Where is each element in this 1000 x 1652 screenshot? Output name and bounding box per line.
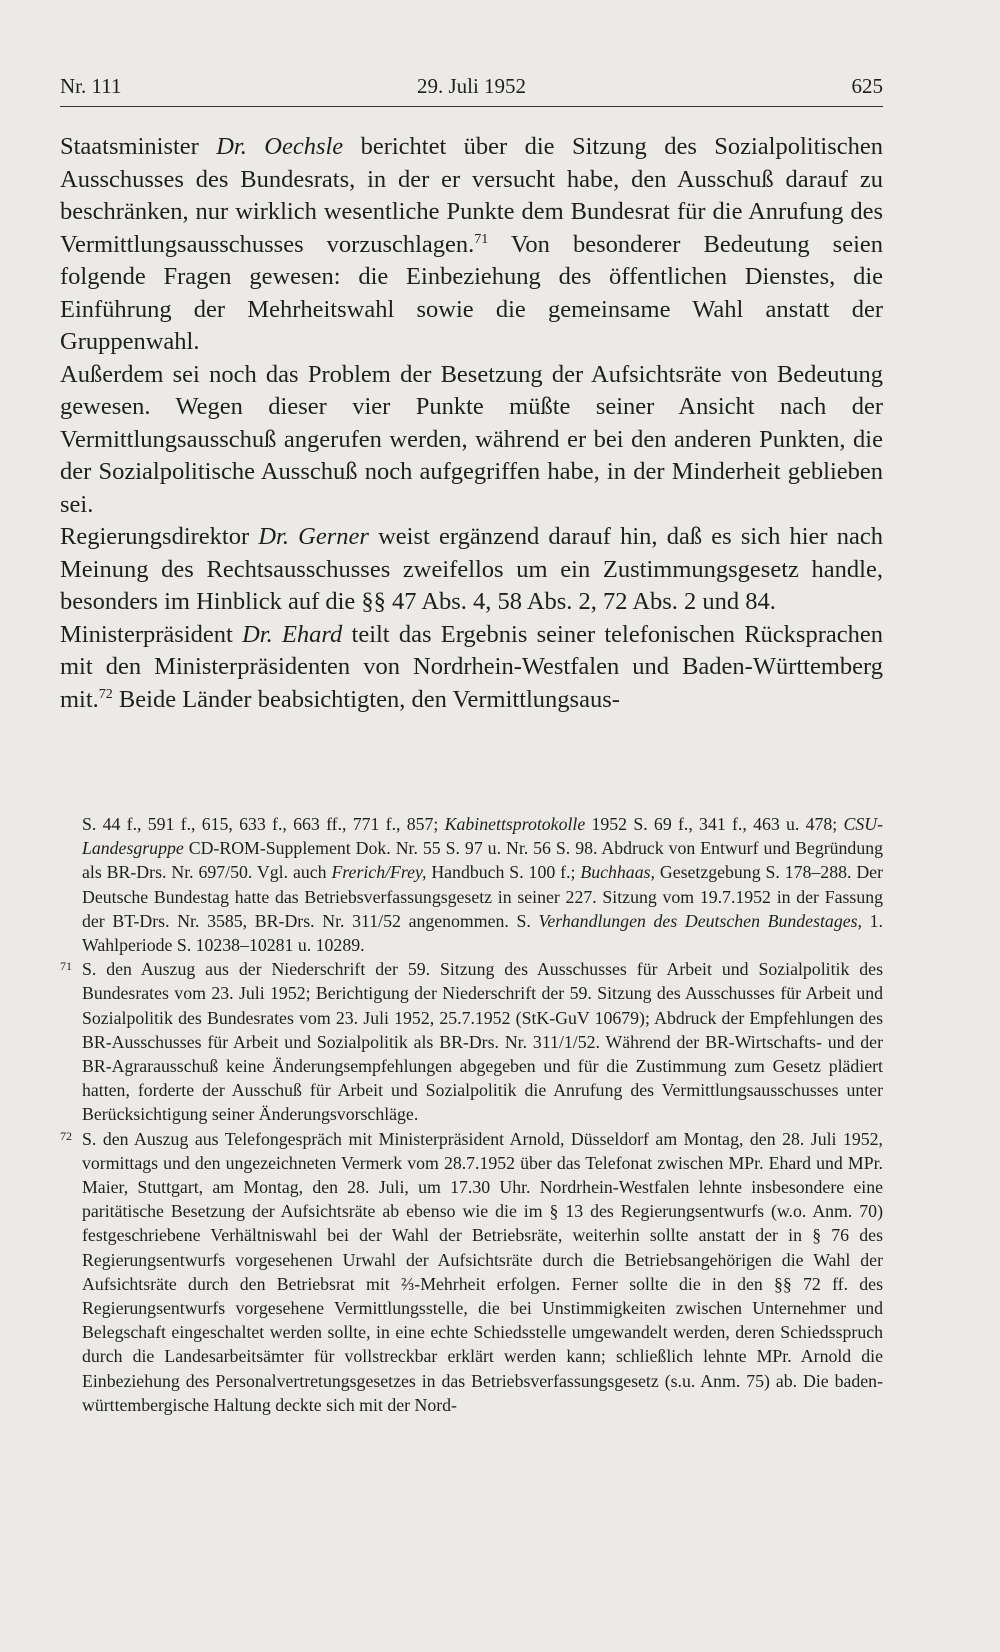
text-run: Beide Länder beabsichtigten, den Vermittlungsaus- xyxy=(112,685,620,713)
page-number: 625 xyxy=(851,74,883,98)
citation-title: Verhandlungen des Deutschen Bundestages, xyxy=(538,910,862,931)
footnote-text: S. den Auszug aus der Niederschrift der 59. Sitzung des Ausschusses für Arbeit und Sozialpolitik des Bundesrates vom 23. Juli 1952; Berichtigung der Niederschrift der 59. Sitzung des Ausschusses für Arbeit und Sozialpolitik des Bundesrates vom 23. Juli 1952, 25.7.1952 (StK-GuV 10679); Abdruck der Empfehlungen des BR-Ausschusses für Arbeit und Sozialpolitik als BR-Drs. Nr. 311/1/52. Während der BR-Wirtschafts- und der BR-Agrarausschuß keine Änderungsempfehlungen abgegeben und für die Zustimmung zum Gesetz plädiert hatten, forderte der Ausschuß für Arbeit und Sozialpolitik die Anrufung des Vermittlungsausschusses unter Berücksichtigung seiner Änderungsvorschläge. xyxy=(82,959,883,1125)
footnote-number: 72 xyxy=(60,1128,72,1143)
footnote-number: 71 xyxy=(60,959,72,974)
text-run: Gesetzgebung S. 178–288. Der Deutsche Bundestag hatte das Betriebsverfassungsgesetz in seiner 227. Sitzung vom 19.7.1952 in der Fassung der BT-Drs. Nr. 3585, BR-Drs. Nr. 311/52 angenommen. S. xyxy=(82,862,883,931)
text-run: 1. Wahlperiode S. 10238–10281 u. 10289. xyxy=(82,910,884,956)
footnote-ref: 72 xyxy=(98,686,113,702)
speaker-title: Dr. xyxy=(242,620,273,648)
footnote-71 xyxy=(60,957,883,1126)
text-run: weist ergänzend darauf hin, daß es sich hier nach Meinung des Rechtsausschusses zweifellos um ein Zustimmungsgesetz handle, besonders im Hinblick auf die §§ 47 Abs. 4, 58 Abs. 2, 72 Abs. 2 und 84. xyxy=(60,523,884,615)
speaker-title: Dr. xyxy=(258,523,289,550)
text-run: Von besonderer Bedeutung seien folgende Fragen gewesen: die Einbeziehung des öffentlichen Dienstes, die Einführung der Mehrheitswahl sowie die gemeinsame Wahl anstatt der Gruppenwahl. xyxy=(60,230,884,355)
footnote-continuation xyxy=(60,812,883,957)
citation-author: Buchhaas, xyxy=(580,862,655,883)
main-text xyxy=(60,131,883,716)
footnotes xyxy=(60,812,883,1417)
text-run: S. 44 f., 591 f., 615, 633 f., 663 ff., 771 f., 857; xyxy=(82,814,445,834)
footnote-text: S. den Auszug aus Telefongespräch mit Ministerpräsident Arnold, Düsseldorf am Montag, den 28. Juli 1952, vormittags und den ungezeichneten Vermerk vom 28.7.1952 über das Telefonat zwischen MPr. Ehard und MPr. Maier, Stuttgart, am Montag, den 28. Juli, um 17.30 Uhr. Nordrhein-Westfalen lehnte insbesondere eine paritätische Besetzung der Aufsichtsräte ab ebenso wie die im § 13 des Regierungsentwurfs (w.o. Anm. 70) festgeschriebene Verhältniswahl bei der Wahl der Betriebsräte, weiterhin sollte anstatt der in § 76 des Regierungsentwurfs vorgesehenen Urwahl der Aufsichtsräte durch die Betriebsangehörigen die Wahl der Aufsichtsräte durch den Betriebsrat mit ⅔-Mehrheit erfolgen. Ferner sollte die in den §§ 72 ff. des Regierungsentwurfs vorgesehene Vermittlungsstelle, die bei Unstimmigkeiten zwischen Unternehmer und Belegschaft eingeschaltet werden sollte, in eine echte Schiedsstelle umgewandelt werden, deren Schiedsspruch durch die Landesarbeitsämter für vollstreckbar erklärt werden kann; schließlich lehnte MPr. Arnold die Einbeziehung des Personalvertretungsgesetzes in das Betriebsverfassungsgesetz (s.u. Anm. 75) ab. Die baden-württembergische Haltung deckte sich mit der Nord- xyxy=(82,1128,883,1415)
citation-title: CSU-Landesgruppe xyxy=(82,814,883,859)
citation-author: Frerich/Frey, xyxy=(331,862,427,883)
footnote-72 xyxy=(60,1127,883,1417)
citation-title: Kabinettsprotokolle xyxy=(444,814,586,834)
text-run: teilt das Ergebnis seiner telefonischen Rücksprachen mit den Ministerpräsidenten von Nordrhein-Westfalen und Baden-Württemberg mit. xyxy=(60,620,883,713)
footnote-ref: 71 xyxy=(474,231,489,247)
document-number: Nr. 111 xyxy=(60,74,122,98)
text-run: 1952 S. 69 f., 341 f., 463 u. 478; xyxy=(585,814,844,834)
paragraph xyxy=(60,521,883,619)
paragraph xyxy=(60,131,883,359)
speaker-name: Ehard xyxy=(281,620,343,648)
paragraph: Außerdem sei noch das Problem der Besetzung der Aufsichtsräte von Bedeutung gewesen. Wegen dieser vier Punkte müßte seiner Ansicht nach der Vermittlungsausschuß angerufen werden, während er bei den anderen Punkten, die der Sozialpolitische Ausschuß noch aufgegriffen habe, in der Minderheit geblieben sei. xyxy=(60,360,883,518)
speaker-title: Dr. xyxy=(216,133,247,160)
speaker-name: Oechsle xyxy=(264,133,344,160)
text-run: Ministerpräsident xyxy=(60,620,243,648)
text-run: Staatsminister xyxy=(60,133,217,160)
text-run: Regierungsdirektor xyxy=(60,523,259,550)
text-run: CD-ROM-Supplement Dok. Nr. 55 S. 97 u. Nr. 56 S. 98. Abdruck von Entwurf und Begründung als BR-Drs. Nr. 697/50. Vgl. auch xyxy=(82,838,883,883)
text-run: berichtet über die Sitzung des Sozialpolitischen Ausschusses des Bundesrats, in der er versucht habe, den Ausschuß darauf zu beschränken, nur wirklich wesentliche Punkte dem Bundesrat für die Anrufung des Vermittlungsausschusses vorzuschlagen. xyxy=(60,133,884,258)
running-header xyxy=(60,70,883,107)
header-date: 29. Juli 1952 xyxy=(416,74,527,98)
speaker-name: Gerner xyxy=(298,523,369,550)
paragraph xyxy=(60,619,883,717)
text-run: Handbuch S. 100 f.; xyxy=(426,862,581,883)
